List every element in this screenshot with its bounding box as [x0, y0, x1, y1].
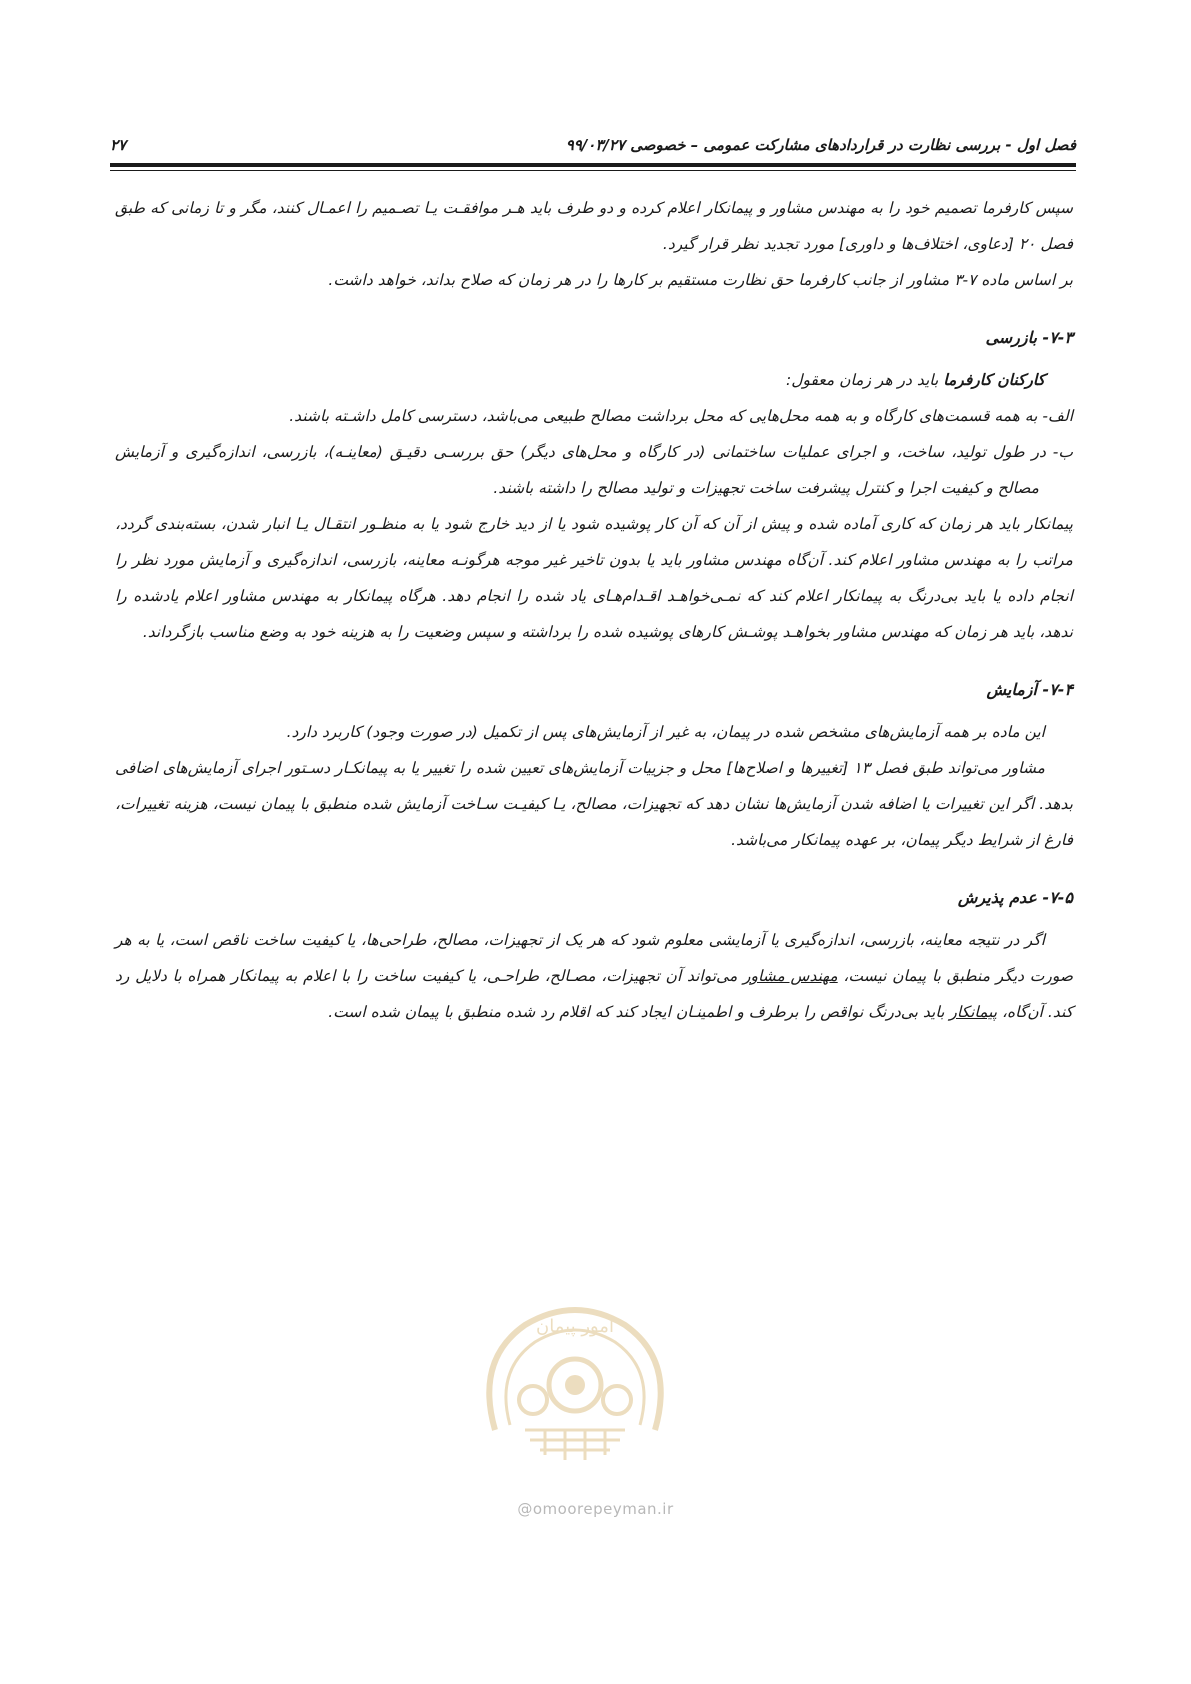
page-number: ۲۷ — [110, 136, 127, 154]
watermark-logo-text: امور پیمان — [536, 1316, 614, 1337]
paragraph — [115, 362, 1073, 398]
paragraph — [115, 922, 1073, 1030]
header-rule-thick — [110, 163, 1076, 167]
seal-logo-icon — [455, 1290, 695, 1480]
paragraph-text: می‌تواند آن تجهیزات، مصـالح، طراحـی، یا کیفیت ساخت را با اعلام به پیمانکار همراه با دلایل رد کند. آن‌گاه، — [115, 967, 1073, 1021]
paragraph: مشاور می‌تواند طبق فصل ۱۳ [تغییرها و اصلاح‌ها] محل و جزییات آزمایش‌های تعیین شده را تغییر یا به پیمانکـار دسـتور اجرای آزمایش‌های اضافی بدهد. اگر این تغییرات یا اضافه شدن آزمایش‌ها نشان دهد که تجهیزات، مصالح، یـا کیفیـت سـاخت آزمایش شده منطبق با پیمان نیست، هزینه تغییرات، فارغ از شرایط دیگر پیمان، بر عهده پیمانکار می‌باشد. — [115, 759, 1073, 849]
paragraph-text: باید در هر زمان معقول: — [786, 371, 944, 389]
list-item: الف- به همه قسمت‌های کارگاه و به همه محل‌هایی که محل برداشت مصالح طبیعی می‌باشد، دسترسی کامل داشـته باشند. — [289, 407, 1073, 425]
bold-term: کارکنان کارفرما — [943, 371, 1045, 389]
paragraph: پیمانکار باید هر زمان که کاری آماده شده و پیش از آن که آن کار پوشیده شود یا از دید خارج شود یا به منظـور انتقـال یـا انبار شدن، بسته‌بندی گردد، مراتب را به مهندس مشاور اعلام کند. آن‌گاه مهندس مشاور باید یا بدون تاخیر غیر موجه هرگونـه معاینه، بازرسی، اندازه‌گیری و آزمایش مورد نظر را انجام داده یا باید بی‌درنگ به پیمانکار اعلام کند که نمـی‌خواهـد اقـدام‌هـای یاد شده را انجام دهد. هرگاه پیمانکار به مهندس مشاور اعلام یادشده را ندهد، باید هر زمان که مهندس مشاور بخواهـد پوشـش کارهای پوشیده شده را برداشته و سپس وضعیت را به هزینه خود به وضع مناسب بازگرداند. — [115, 515, 1073, 641]
paragraph: بر اساس ماده ۷-۳ مشاور از جانب کارفرما حق نظارت مستقیم بر کارها را در هر زمان که صلاح بداند، خواهد داشت. — [328, 271, 1073, 289]
page-header — [110, 130, 1076, 154]
section-heading-testing: ۷-۴- آزمایش — [986, 680, 1073, 699]
header-title: فصل اول - بررسی نظارت در قراردادهای مشارکت عمومی – خصوصی ۹۹/۰۳/۲۷ — [565, 136, 1076, 154]
paragraph: سپس کارفرما تصمیم خود را به مهندس مشاور و پیمانکار اعلام کرده و دو طرف باید هـر موافقـت یـا تصـمیم را اعمـال کنند، مگر و تا زمانی که طبق فصل ۲۰ [دعاوی، اختلاف‌ها و داوری] مورد تجدید نظر قرار گیرد. — [115, 199, 1073, 253]
body-text — [115, 190, 1073, 1030]
section-heading-rejection: ۷-۵- عدم پذیرش — [957, 888, 1073, 907]
list-item: ب- در طول تولید، ساخت، و اجرای عملیات ساختمانی (در کارگاه و محل‌های دیگر) حق بررسـی دقیـق (معاینـه)، بازرسی، اندازه‌گیری و آزمایش مصالح و کیفیت اجرا و کنترل پیشرفت ساخت تجهیزات و تولید مصالح را داشته باشند. — [115, 443, 1073, 497]
section-heading-inspection: ۷-۳- بازرسی — [985, 328, 1073, 347]
underlined-term: پیمانکار — [949, 1003, 998, 1021]
paragraph-text: اگر در نتیجه معاینه، بازرسی، اندازه‌گیری یا آزمایشی معلوم شود که هر یک از تجهیزات، مصالح، طراحی‌ها، یا کیفیت ساخت ناقص است، یا به هر صورت دیگر منطبق با پیمان نیست، — [115, 931, 1073, 985]
paragraph-text: باید بی‌درنگ نواقص را برطرف و اطمینـان ایجاد کند که اقلام رد شده منطبق با پیمان شده است. — [328, 1003, 950, 1021]
underlined-term: مهندس مشاور — [742, 967, 838, 985]
watermark-url: @omoorepeyman.ir — [517, 1500, 674, 1518]
paragraph: این ماده بر همه آزمایش‌های مشخص شده در پیمان، به غیر از آزمایش‌های پس از تکمیل (در صورت وجود) کاربرد دارد. — [286, 723, 1045, 741]
header-rule-thin — [110, 170, 1076, 171]
